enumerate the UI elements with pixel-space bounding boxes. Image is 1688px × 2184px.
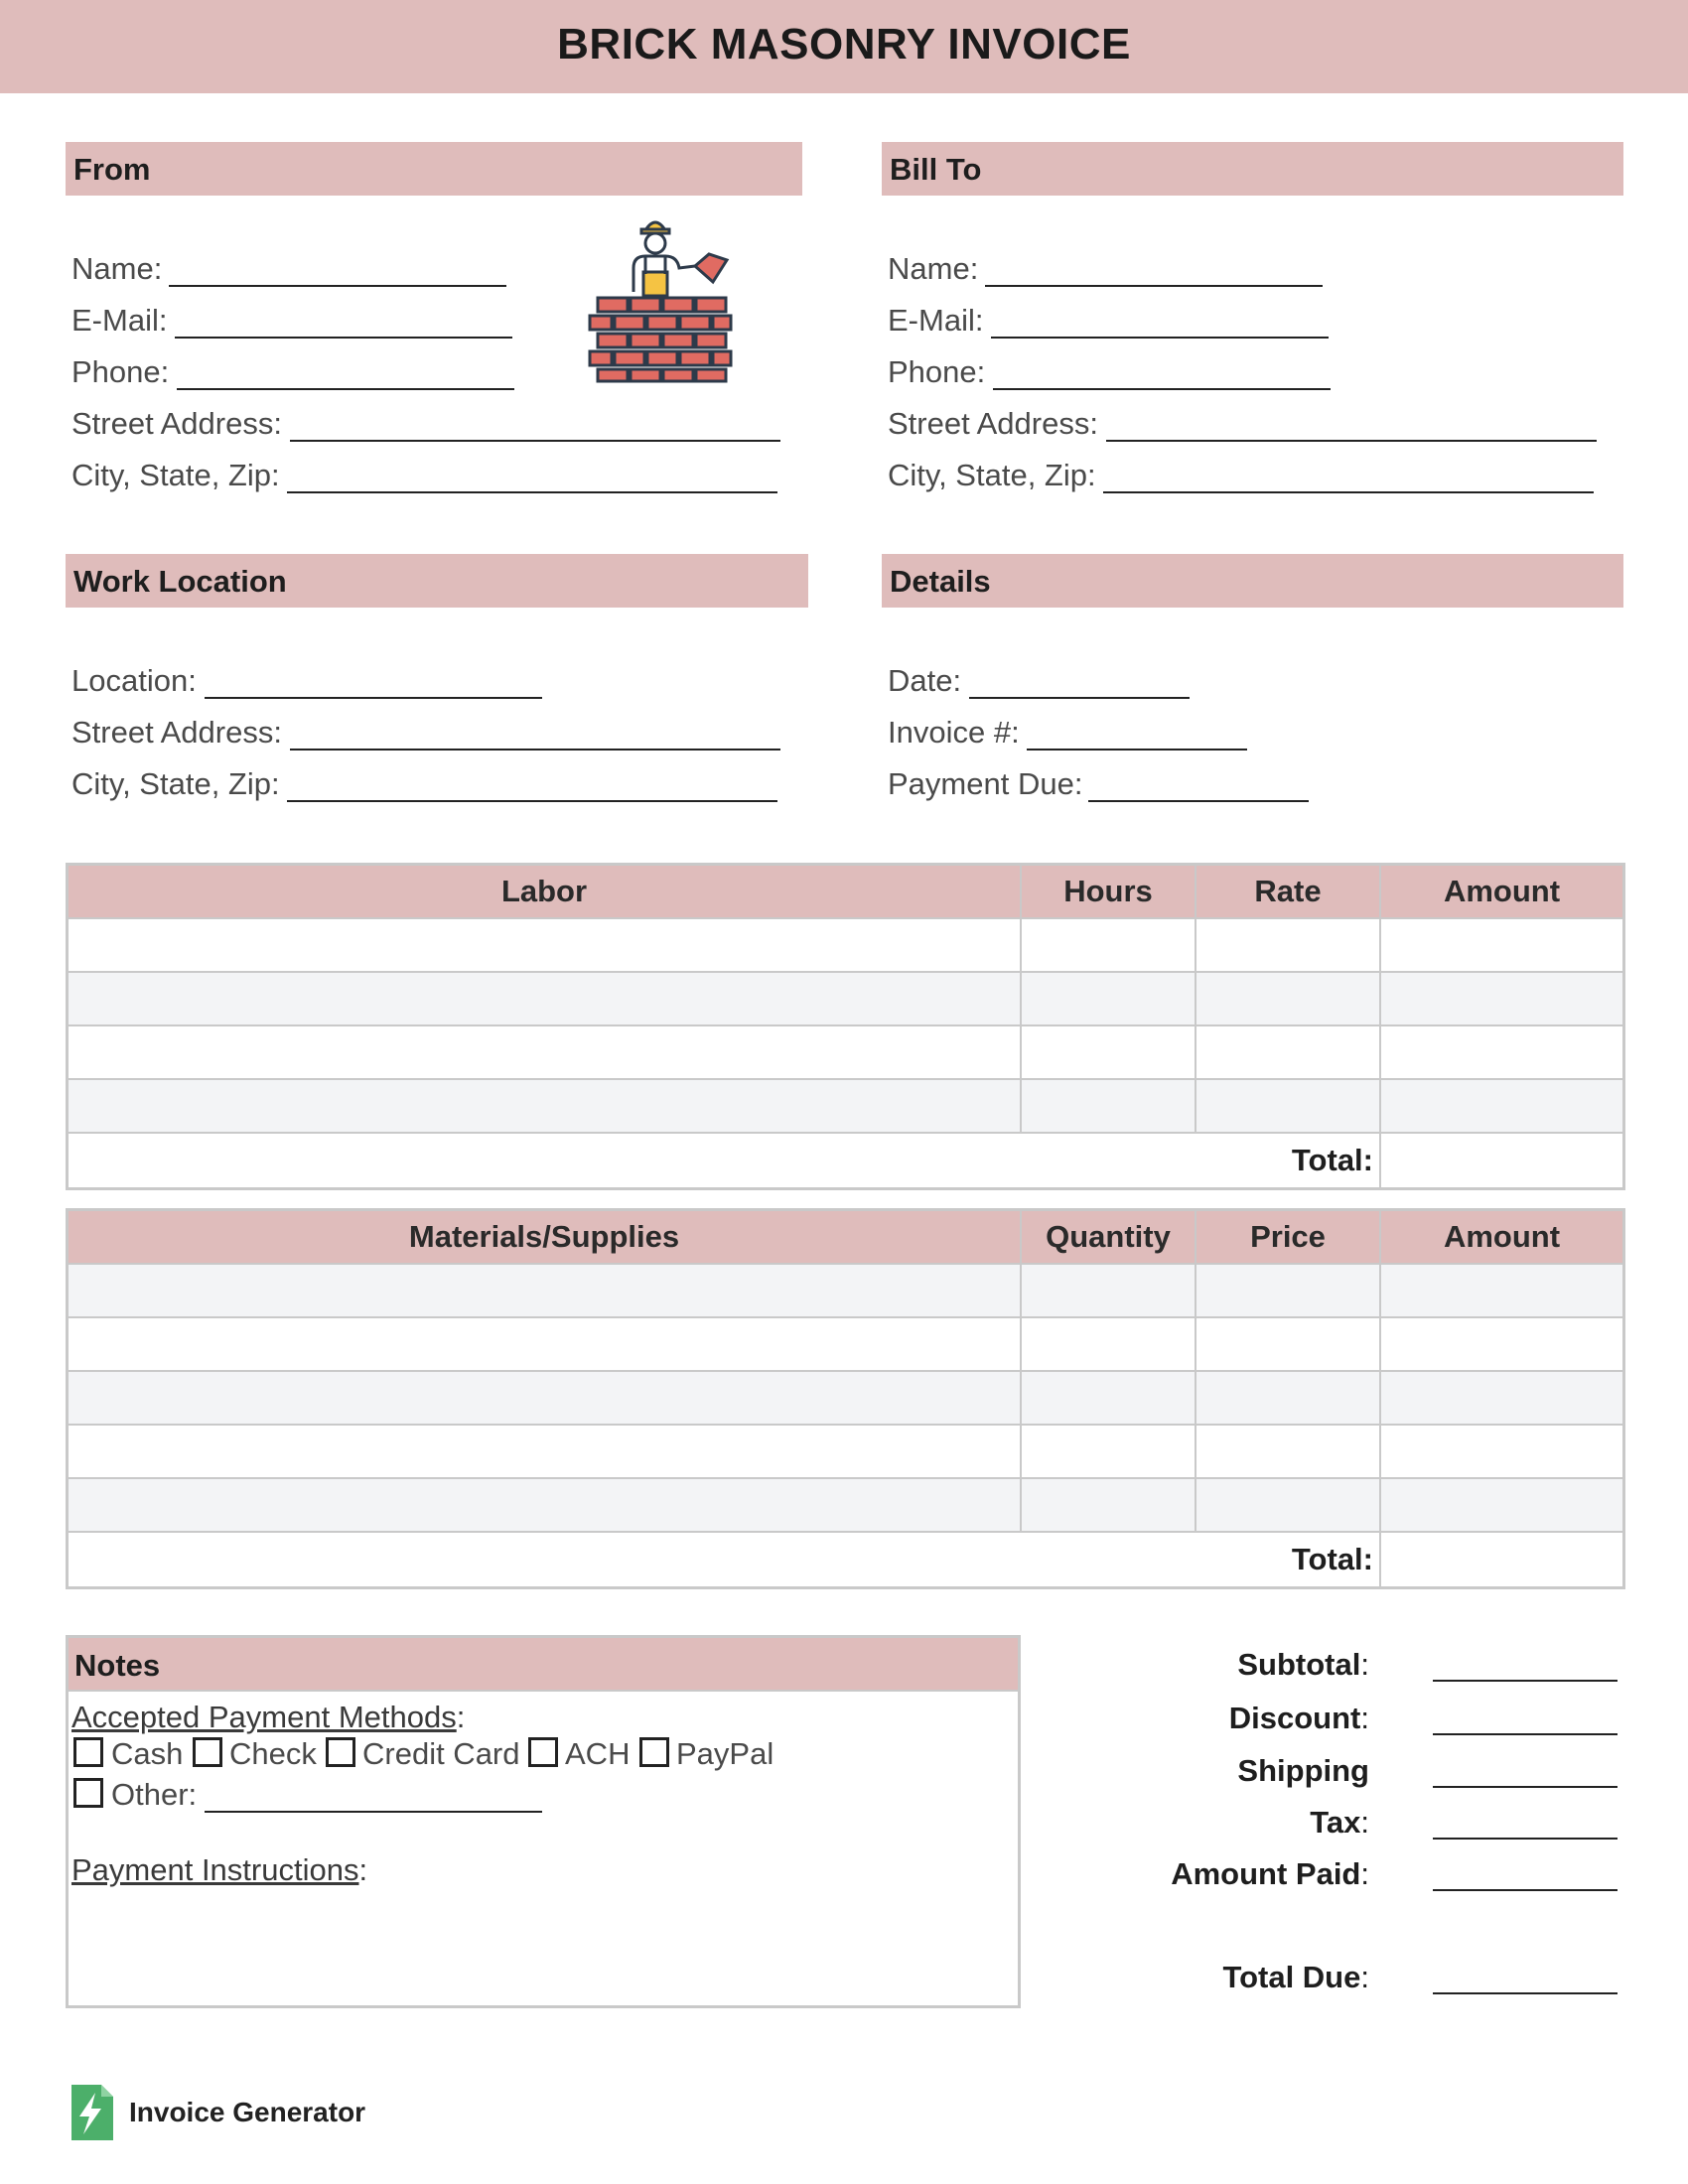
materials-total-cell[interactable]	[1381, 1533, 1622, 1586]
bill-to-heading: Bill To	[890, 152, 982, 187]
from-email-label: E-Mail:	[71, 303, 168, 338]
labor-total-label: Total:	[69, 1134, 1381, 1187]
from-city-field[interactable]	[71, 458, 786, 497]
title-bar	[0, 0, 1688, 93]
bill-to-name-label: Name:	[888, 251, 979, 286]
notes-heading: Notes	[74, 1648, 161, 1683]
bill-to-street-line	[1106, 440, 1597, 442]
materials-description-cell[interactable]	[69, 1318, 1022, 1370]
from-email-field[interactable]	[71, 303, 518, 342]
materials-price-cell[interactable]	[1196, 1426, 1381, 1477]
other-line[interactable]	[205, 1811, 542, 1813]
labor-amount-cell[interactable]	[1381, 1026, 1622, 1078]
materials-description-cell[interactable]	[69, 1265, 1022, 1316]
date-label: Date:	[888, 663, 962, 698]
details-header	[882, 554, 1623, 608]
materials-quantity-cell[interactable]	[1022, 1318, 1196, 1370]
materials-row[interactable]	[69, 1479, 1622, 1533]
materials-price-cell[interactable]	[1196, 1265, 1381, 1316]
materials-amount-cell[interactable]	[1381, 1426, 1622, 1477]
bill-to-email-field[interactable]	[888, 303, 1335, 342]
bill-to-city-field[interactable]	[888, 458, 1603, 497]
bill-to-city-line	[1103, 491, 1594, 493]
shipping-label: Shipping	[1237, 1753, 1369, 1788]
credit-card-label: Credit Card	[362, 1736, 520, 1771]
date-line	[969, 697, 1190, 699]
details-heading: Details	[890, 564, 991, 599]
materials-description-cell[interactable]	[69, 1479, 1022, 1531]
materials-amount-cell[interactable]	[1381, 1318, 1622, 1370]
materials-row[interactable]	[69, 1372, 1622, 1426]
work-city-line	[287, 800, 777, 802]
work-city-field[interactable]	[71, 766, 786, 806]
notes-box	[66, 1635, 1021, 2008]
subtotal-line[interactable]	[1433, 1680, 1618, 1682]
bill-to-phone-field[interactable]	[888, 354, 1335, 394]
materials-amount-cell[interactable]	[1381, 1372, 1622, 1424]
other-checkbox[interactable]	[73, 1778, 103, 1808]
amount-paid-label: Amount Paid:	[1171, 1856, 1369, 1891]
lightning-bolt-icon	[68, 2085, 113, 2140]
materials-total-label: Total:	[69, 1533, 1381, 1586]
materials-total-row	[69, 1533, 1622, 1586]
ach-label: ACH	[565, 1736, 631, 1771]
labor-amount-col-header: Amount	[1443, 874, 1561, 908]
labor-col-header: Labor	[69, 866, 1022, 917]
tax-label: Tax:	[1310, 1805, 1369, 1840]
payment-due-label: Payment Due:	[888, 766, 1083, 801]
shipping-line[interactable]	[1433, 1786, 1618, 1788]
labor-hours-cell[interactable]	[1022, 919, 1196, 971]
from-phone-line	[177, 388, 514, 390]
labor-rate-cell[interactable]	[1196, 973, 1381, 1024]
labor-amount-cell[interactable]	[1381, 973, 1622, 1024]
location-line	[205, 697, 542, 699]
labor-total-cell[interactable]	[1381, 1134, 1622, 1187]
bill-to-email-label: E-Mail:	[888, 303, 984, 338]
from-city-line	[287, 491, 777, 493]
from-name-label: Name:	[71, 251, 163, 286]
labor-hours-cell[interactable]	[1022, 973, 1196, 1024]
from-street-field[interactable]	[71, 406, 786, 446]
labor-description-cell[interactable]	[69, 1080, 1022, 1132]
paypal-checkbox[interactable]	[639, 1737, 669, 1767]
labor-amount-cell[interactable]	[1381, 919, 1622, 971]
bill-to-phone-line	[993, 388, 1331, 390]
labor-header-row	[69, 866, 1622, 919]
materials-quantity-cell[interactable]	[1022, 1372, 1196, 1424]
hours-col-header: Hours	[1022, 866, 1196, 917]
work-street-label: Street Address:	[71, 715, 282, 750]
subtotal-label: Subtotal:	[1237, 1647, 1369, 1682]
materials-quantity-cell[interactable]	[1022, 1265, 1196, 1316]
labor-row[interactable]	[69, 1026, 1622, 1080]
from-phone-label: Phone:	[71, 354, 170, 389]
from-street-label: Street Address:	[71, 406, 282, 441]
ach-checkbox[interactable]	[528, 1737, 558, 1767]
materials-row[interactable]	[69, 1426, 1622, 1479]
total-due-label: Total Due:	[1222, 1960, 1369, 1994]
bill-to-name-line	[985, 285, 1323, 287]
labor-description-cell[interactable]	[69, 1026, 1022, 1078]
labor-hours-cell[interactable]	[1022, 1080, 1196, 1132]
labor-amount-cell[interactable]	[1381, 1080, 1622, 1132]
date-field[interactable]	[888, 663, 1205, 703]
bill-to-email-line	[991, 337, 1329, 339]
materials-quantity-cell[interactable]	[1022, 1426, 1196, 1477]
bill-to-street-field[interactable]	[888, 406, 1603, 446]
labor-rate-cell[interactable]	[1196, 1026, 1381, 1078]
labor-table	[66, 863, 1625, 1190]
notes-header	[69, 1638, 1018, 1692]
materials-col-header: Materials/Supplies	[69, 1211, 1022, 1263]
labor-total-row	[69, 1134, 1622, 1187]
paypal-label: PayPal	[676, 1736, 774, 1771]
invoice-number-label: Invoice #:	[888, 715, 1020, 750]
credit-card-checkbox[interactable]	[326, 1737, 355, 1767]
invoice-title: BRICK MASONRY INVOICE	[557, 20, 1131, 68]
materials-amount-cell[interactable]	[1381, 1265, 1622, 1316]
materials-amount-cell[interactable]	[1381, 1479, 1622, 1531]
materials-price-cell[interactable]	[1196, 1372, 1381, 1424]
from-street-line	[290, 440, 780, 442]
payment-due-line	[1088, 800, 1309, 802]
from-city-label: City, State, Zip:	[71, 458, 280, 492]
from-phone-field[interactable]	[71, 354, 518, 394]
bill-to-phone-label: Phone:	[888, 354, 986, 389]
labor-hours-cell[interactable]	[1022, 1026, 1196, 1078]
check-checkbox[interactable]	[193, 1737, 222, 1767]
from-name-field[interactable]	[71, 251, 508, 291]
materials-row[interactable]	[69, 1265, 1622, 1318]
check-label: Check	[229, 1736, 317, 1771]
labor-row[interactable]	[69, 973, 1622, 1026]
labor-description-cell[interactable]	[69, 919, 1022, 971]
materials-description-cell[interactable]	[69, 1372, 1022, 1424]
discount-line[interactable]	[1433, 1733, 1618, 1735]
bill-to-street-label: Street Address:	[888, 406, 1098, 441]
materials-table	[66, 1208, 1625, 1589]
labor-row[interactable]	[69, 1080, 1622, 1134]
work-location-heading: Work Location	[73, 564, 287, 599]
labor-rate-cell[interactable]	[1196, 919, 1381, 971]
from-email-line	[175, 337, 512, 339]
payment-due-field[interactable]	[888, 766, 1315, 806]
rate-col-header: Rate	[1196, 866, 1381, 917]
invoice-number-field[interactable]	[888, 715, 1265, 754]
materials-description-cell[interactable]	[69, 1426, 1022, 1477]
from-header	[66, 142, 802, 196]
materials-price-cell[interactable]	[1196, 1318, 1381, 1370]
amount-paid-line[interactable]	[1433, 1889, 1618, 1891]
materials-amount-col-header: Amount	[1443, 1219, 1561, 1254]
price-col-header: Price	[1196, 1211, 1381, 1263]
materials-price-cell[interactable]	[1196, 1479, 1381, 1531]
labor-row[interactable]	[69, 919, 1622, 973]
bill-to-city-label: City, State, Zip:	[888, 458, 1096, 492]
payment-instructions-label: Payment Instructions:	[71, 1852, 368, 1887]
from-heading: From	[73, 152, 151, 187]
bill-to-name-field[interactable]	[888, 251, 1335, 291]
work-street-line	[290, 749, 780, 751]
other-label: Other:	[111, 1777, 198, 1812]
materials-quantity-cell[interactable]	[1022, 1479, 1196, 1531]
work-street-field[interactable]	[71, 715, 786, 754]
location-field[interactable]	[71, 663, 548, 703]
bill-to-header	[882, 142, 1623, 196]
bricklayer-icon	[586, 210, 735, 384]
cash-checkbox[interactable]	[73, 1737, 103, 1767]
quantity-col-header: Quantity	[1022, 1211, 1196, 1263]
from-name-line	[169, 285, 506, 287]
brand-name: Invoice Generator	[129, 2097, 366, 2127]
work-location-header	[66, 554, 808, 608]
materials-header-row	[69, 1211, 1622, 1265]
labor-description-cell[interactable]	[69, 973, 1022, 1024]
total-due-line[interactable]	[1433, 1992, 1618, 1994]
location-label: Location:	[71, 663, 197, 698]
discount-label: Discount:	[1228, 1701, 1369, 1735]
cash-label: Cash	[111, 1736, 184, 1771]
labor-rate-cell[interactable]	[1196, 1080, 1381, 1132]
work-city-label: City, State, Zip:	[71, 766, 280, 801]
invoice-number-line	[1027, 749, 1247, 751]
materials-row[interactable]	[69, 1318, 1622, 1372]
accepted-methods-label: Accepted Payment Methods:	[71, 1700, 466, 1734]
tax-line[interactable]	[1433, 1838, 1618, 1840]
